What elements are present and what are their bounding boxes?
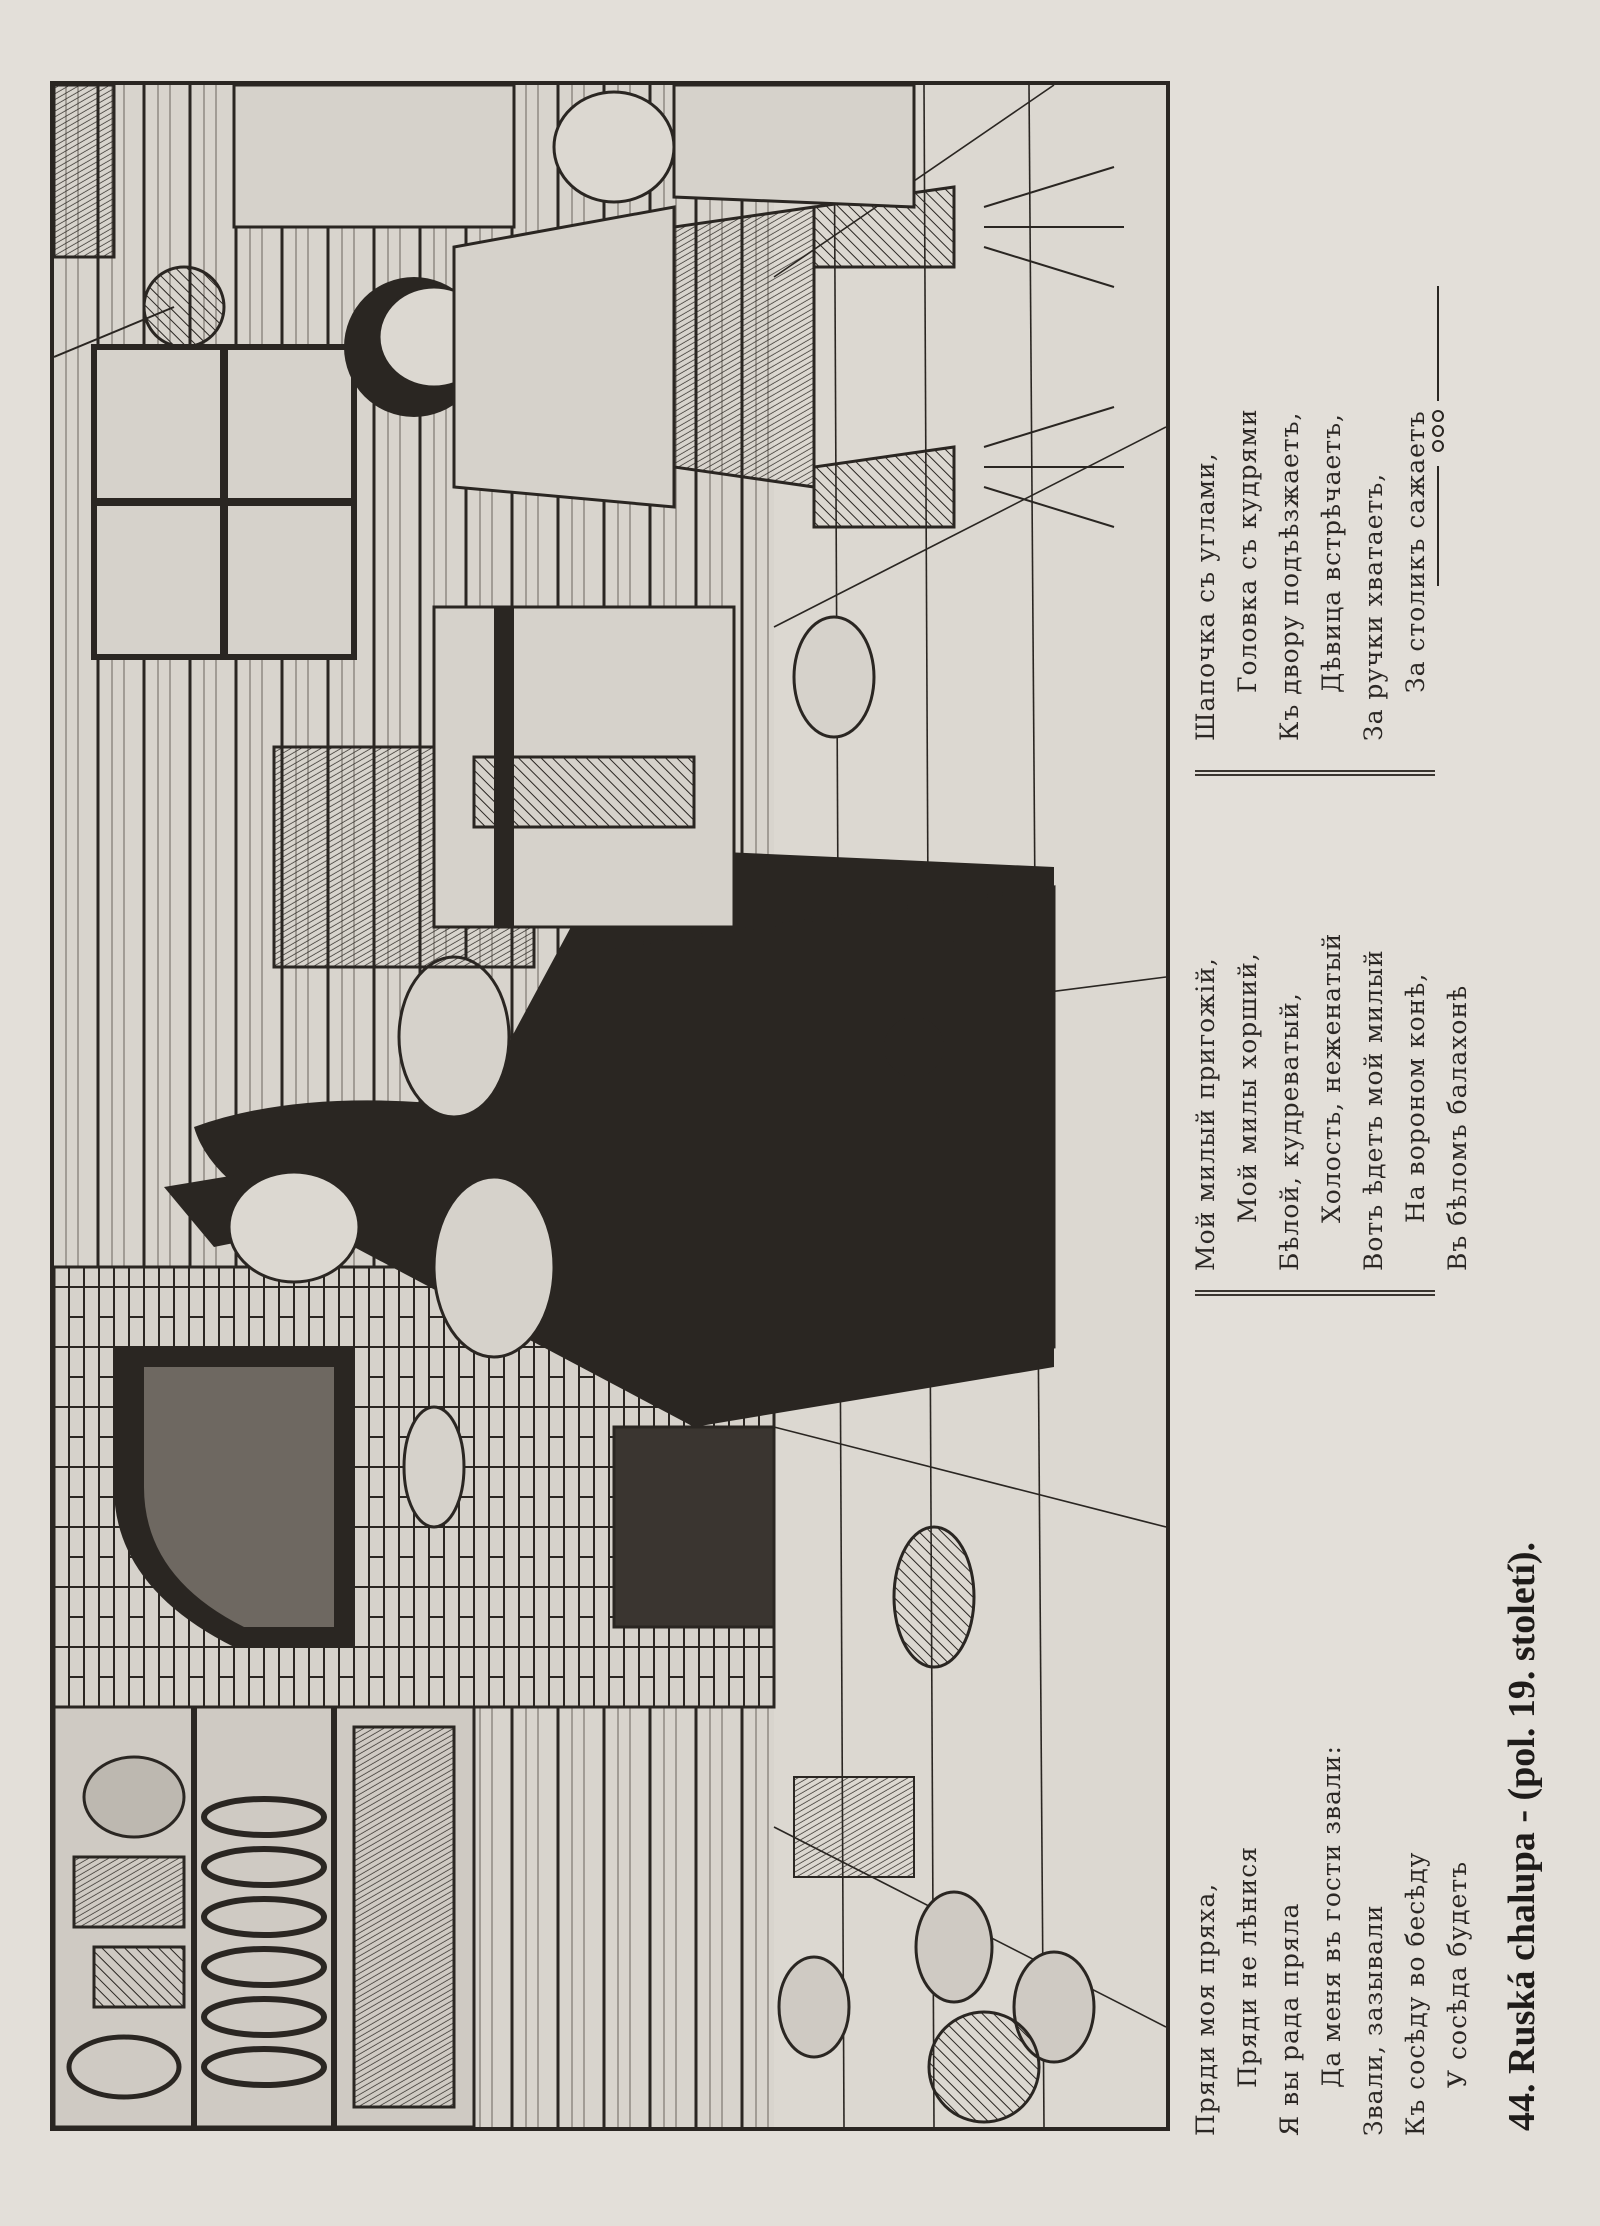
verse-line: Я вы рада пряла — [1275, 1902, 1304, 2136]
verse-line: Къ сосѣду во бесѣду — [1401, 1851, 1430, 2136]
column-divider — [1195, 1290, 1435, 1296]
verse-column-2 — [1185, 933, 1479, 1271]
dish-shelf — [54, 1707, 474, 2127]
verse-line: На вороном конѣ, — [1401, 972, 1430, 1223]
window — [94, 347, 354, 657]
verse-line: Вотъ ѣдетъ мой милый — [1359, 949, 1388, 1271]
verse-column-1 — [1185, 1745, 1479, 2136]
verse-line: Холость, неженатый — [1317, 932, 1346, 1223]
verse-line: Мой милы хорший, — [1233, 952, 1262, 1223]
verse-line: Мой милый пригожій, — [1191, 957, 1220, 1271]
verse-line: Къ двору подъѣзжаетъ, — [1275, 411, 1304, 741]
verse-line: Да меня въ гости звали: — [1317, 1745, 1346, 2088]
verse-line: Шапочка съ углами, — [1191, 452, 1220, 741]
engraving-illustration — [50, 81, 1170, 2131]
verse-line: За столикъ сажаетъ — [1401, 410, 1430, 693]
verse-line: Звали, зазывали — [1359, 1904, 1388, 2136]
verse-line: За ручки хватаетъ, — [1359, 472, 1388, 741]
verse-line: Дѣвица встрѣчаетъ, — [1317, 413, 1346, 693]
verse-line: У сосѣда будетъ — [1443, 1860, 1472, 2088]
verse-line: Бѣлой, кудреватый, — [1275, 992, 1304, 1271]
verse-line: Пряди моя пряха, — [1191, 1882, 1220, 2136]
figure-caption: 44. Ruská chalupa - (pol. 19. století). — [1501, 1541, 1543, 2131]
verse-line: Головка съ кудрями — [1233, 408, 1262, 693]
table — [434, 607, 734, 927]
verse-line: Въ бѣломъ балахонѣ — [1443, 984, 1472, 1271]
column-divider — [1195, 770, 1435, 776]
verse-column-3 — [1185, 408, 1437, 741]
ornament-rule — [1428, 286, 1448, 586]
verse-line: Пряди не лѣнися — [1233, 1845, 1262, 2088]
